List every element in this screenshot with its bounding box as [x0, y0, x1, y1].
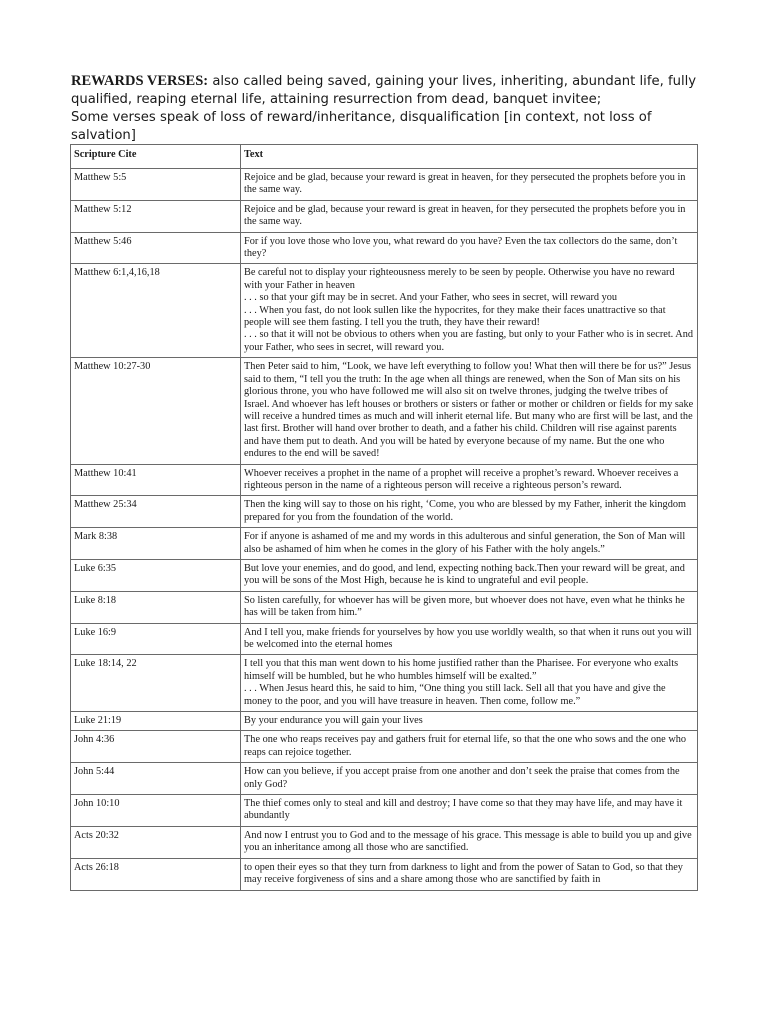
table-row — [71, 496, 698, 528]
table-header-row — [71, 145, 698, 169]
header-line-2: Some verses speak of loss of reward/inheritance, disqualification [in context, not loss of salvation] — [71, 110, 652, 143]
heading-lead: REWARDS VERSES: — [71, 73, 209, 89]
table-row — [71, 858, 698, 890]
verse-text: And now I entrust you to God and to the message of his grace. This message is able to build you up and give you an inheritance among all those who are sanctified. — [241, 826, 698, 858]
verse-text: The thief comes only to steal and kill and destroy; I have come so that they may have life, and may have it abundantly — [241, 795, 698, 827]
verse-text: Be careful not to display your righteousness merely to be seen by people. Otherwise you have no reward with your Father in heaven . . . so that your gift may be in secret. And your Father, who sees in secret, will reward you . . . When you fast, do not look sullen like the hypocrites, for they make their faces unattractive so that people will see them fasting. I tell you the truth, they have their reward! . . . so that it will not be obvious to others when you are fasting, but only to your Father who is in secret. And your Father, who sees in secret, will reward you. — [241, 264, 698, 358]
table-row — [71, 559, 698, 591]
verse-text: By your endurance you will gain your lives — [241, 712, 698, 731]
table-row — [71, 200, 698, 232]
scripture-cite: Matthew 25:34 — [71, 496, 241, 528]
scripture-cite: Matthew 10:27-30 — [71, 358, 241, 464]
scripture-cite: Luke 16:9 — [71, 623, 241, 655]
verse-text: I tell you that this man went down to his home justified rather than the Pharisee. For everyone who exalts himself will be humbled, but he who humbles himself will be exalted.” . . . When Jesus heard this, he said to him, “One thing you still lack. Sell all that you have and give the money to the poor, and you will have treasure in heaven. Then come, follow me.” — [241, 655, 698, 712]
verse-text: And I tell you, make friends for yourselves by how you use worldly wealth, so that when it runs out you will be welcomed into the eternal homes — [241, 623, 698, 655]
header-line-1 — [71, 72, 711, 109]
table-row — [71, 264, 698, 358]
scripture-cite: Luke 18:14, 22 — [71, 655, 241, 712]
heading-description: also called being saved, gaining your lives, inheriting, abundant life, fully qualified, reaping eternal life, attaining resurrection from dead, banquet invitee; — [71, 74, 697, 107]
verse-text: The one who reaps receives pay and gathers fruit for eternal life, so that the one who sows and the one who reaps can rejoice together. — [241, 731, 698, 763]
table-row — [71, 232, 698, 264]
verse-text: For if you love those who love you, what reward do you have? Even the tax collectors do the same, don’t they? — [241, 232, 698, 264]
table-row — [71, 763, 698, 795]
scripture-cite: Luke 8:18 — [71, 591, 241, 623]
scripture-cite: John 4:36 — [71, 731, 241, 763]
table-row — [71, 464, 698, 496]
table-row — [71, 795, 698, 827]
scripture-cite: Matthew 5:12 — [71, 200, 241, 232]
table-row — [71, 826, 698, 858]
verse-text: Then the king will say to those on his right, ‘Come, you who are blessed by my Father, inherit the kingdom prepared for you from the foundation of the world. — [241, 496, 698, 528]
verse-text: How can you believe, if you accept praise from one another and don’t seek the praise that comes from the only God? — [241, 763, 698, 795]
verse-text: For if anyone is ashamed of me and my words in this adulterous and sinful generation, the Son of Man will also be ashamed of him when he comes in the glory of his Father with the holy angels.” — [241, 528, 698, 560]
verses-table — [70, 144, 698, 891]
scripture-cite: John 5:44 — [71, 763, 241, 795]
scripture-cite: Matthew 10:41 — [71, 464, 241, 496]
table-row — [71, 655, 698, 712]
scripture-cite: Luke 21:19 — [71, 712, 241, 731]
table-row — [71, 528, 698, 560]
table-row — [71, 591, 698, 623]
document-header — [71, 72, 711, 145]
verse-text: Rejoice and be glad, because your reward is great in heaven, for they persecuted the prophets before you in the same way. — [241, 169, 698, 201]
scripture-cite: Mark 8:38 — [71, 528, 241, 560]
scripture-cite: Acts 26:18 — [71, 858, 241, 890]
scripture-cite: Matthew 6:1,4,16,18 — [71, 264, 241, 358]
verse-text: So listen carefully, for whoever has will be given more, but whoever does not have, even what he thinks he has will be taken from him.” — [241, 591, 698, 623]
verse-text: Whoever receives a prophet in the name of a prophet will receive a prophet’s reward. Whoever receives a righteous person in the name of a righteous person will receive a righteous person’s reward. — [241, 464, 698, 496]
scripture-cite: John 10:10 — [71, 795, 241, 827]
table-row — [71, 358, 698, 464]
column-header-text: Text — [241, 145, 698, 169]
scripture-cite: Matthew 5:5 — [71, 169, 241, 201]
verse-text: Then Peter said to him, “Look, we have left everything to follow you! What then will there be for us?” Jesus said to them, “I tell you the truth: In the age when all things are renewed, when the Son of Man sits on his glorious throne, you who have followed me will also sit on twelve thrones, judging the twelve tribes of Israel. And whoever has left houses or brothers or sisters or father or mother or children or fields for my sake will receive a hundred times as much and will inherit eternal life. But many who are first will be last, and the last first. Brother will hand over brother to death, and a father his child. Children will rise against parents and have them put to death. And you will be hated by everyone because of my name. But the one who endures to the end will be saved! — [241, 358, 698, 464]
verse-text: to open their eyes so that they turn from darkness to light and from the power of Satan to God, so that they may receive forgiveness of sins and a share among those who are sanctified by faith in — [241, 858, 698, 890]
table-row — [71, 712, 698, 731]
scripture-cite: Acts 20:32 — [71, 826, 241, 858]
table-row — [71, 623, 698, 655]
verse-text: But love your enemies, and do good, and lend, expecting nothing back.Then your reward will be great, and you will be sons of the Most High, because he is kind to ungrateful and evil people. — [241, 559, 698, 591]
table-row — [71, 731, 698, 763]
verse-text: Rejoice and be glad, because your reward is great in heaven, for they persecuted the prophets before you in the same way. — [241, 200, 698, 232]
scripture-cite: Luke 6:35 — [71, 559, 241, 591]
column-header-cite: Scripture Cite — [71, 145, 241, 169]
table-row — [71, 169, 698, 201]
scripture-cite: Matthew 5:46 — [71, 232, 241, 264]
